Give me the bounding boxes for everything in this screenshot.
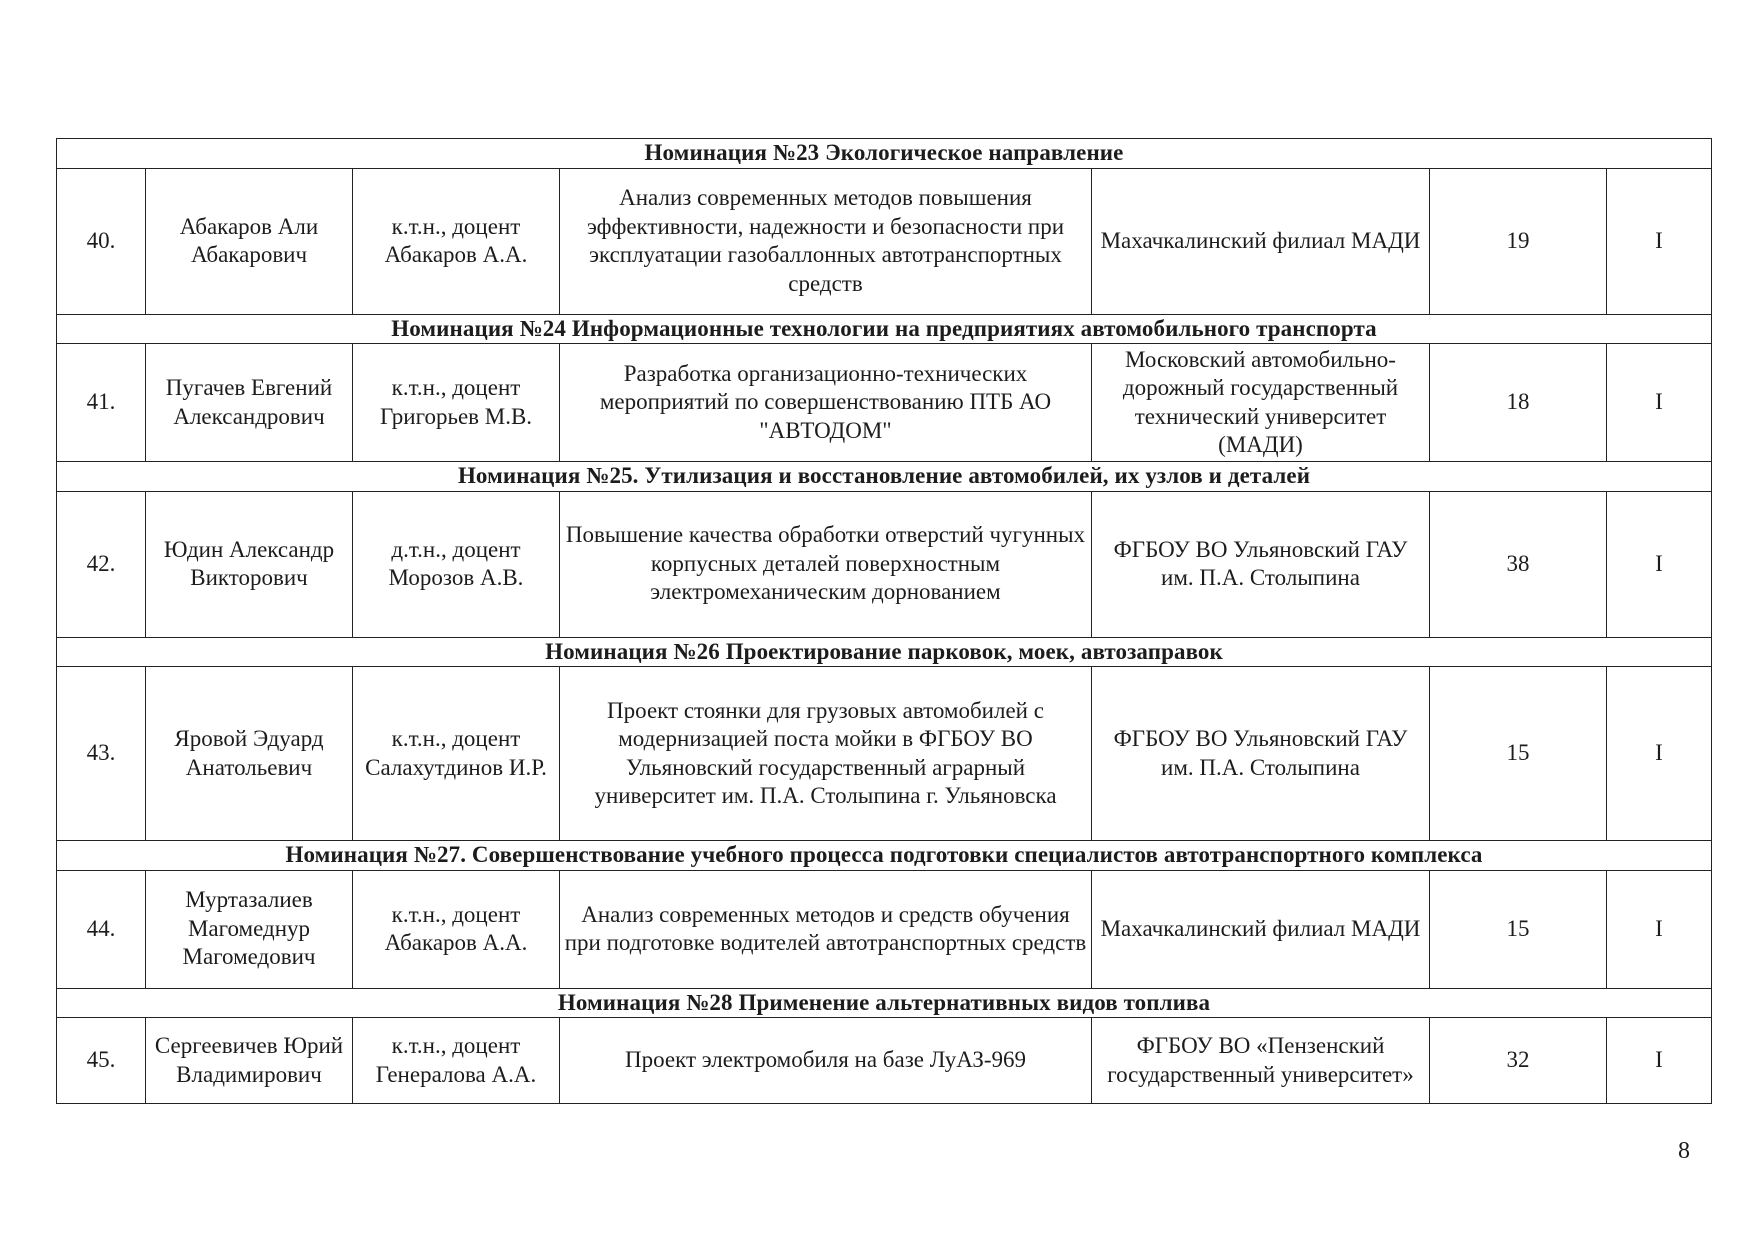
row-number: 43.	[57, 667, 146, 841]
row-number: 42.	[57, 491, 146, 637]
score: 18	[1430, 344, 1607, 462]
nomination-title: Номинация №28 Применение альтернативных видов топлива	[57, 988, 1712, 1018]
university: ФГБОУ ВО «Пензенский государственный университет»	[1092, 1018, 1430, 1104]
place: I	[1607, 1018, 1712, 1104]
place: I	[1607, 344, 1712, 462]
supervisor: д.т.н., доцент Морозов А.В.	[353, 491, 560, 637]
nomination-row	[57, 841, 1712, 871]
table-row	[57, 667, 1712, 841]
university: Махачкалинский филиал МАДИ	[1092, 870, 1430, 988]
place: I	[1607, 667, 1712, 841]
university: Московский автомобильно-дорожный государственный технический университет (МАДИ)	[1092, 344, 1430, 462]
student-name: Сергеевичев Юрий Владимирович	[146, 1018, 353, 1104]
topic: Анализ современных методов повышения эффективности, надежности и безопасности при эксплуатации газобаллонных автотранспортных средств	[560, 168, 1092, 314]
nomination-title: Номинация №23 Экологическое направление	[57, 139, 1712, 169]
topic: Проект стоянки для грузовых автомобилей с модернизацией поста мойки в ФГБОУ ВО Ульяновский государственный аграрный университет им. П.А. Столыпина г. Ульяновска	[560, 667, 1092, 841]
row-number: 40.	[57, 168, 146, 314]
table-row	[57, 870, 1712, 988]
place: I	[1607, 168, 1712, 314]
row-number: 44.	[57, 870, 146, 988]
supervisor: к.т.н., доцент Генералова А.А.	[353, 1018, 560, 1104]
university: ФГБОУ ВО Ульяновский ГАУ им. П.А. Столыпина	[1092, 491, 1430, 637]
topic: Проект электромобиля на базе ЛуАЗ-969	[560, 1018, 1092, 1104]
table-row	[57, 168, 1712, 314]
nomination-title: Номинация №27. Совершенствование учебного процесса подготовки специалистов автотранспортного комплекса	[57, 841, 1712, 871]
table-row	[57, 344, 1712, 462]
nomination-row	[57, 314, 1712, 344]
supervisor: к.т.н., доцент Абакаров А.А.	[353, 168, 560, 314]
place: I	[1607, 870, 1712, 988]
table-row	[57, 1018, 1712, 1104]
score: 19	[1430, 168, 1607, 314]
student-name: Муртазалиев Магомеднур Магомедович	[146, 870, 353, 988]
score: 15	[1430, 667, 1607, 841]
nomination-row	[57, 988, 1712, 1018]
nomination-row	[57, 462, 1712, 492]
row-number: 41.	[57, 344, 146, 462]
score: 38	[1430, 491, 1607, 637]
results-table-container	[56, 138, 1711, 1104]
nomination-title: Номинация №26 Проектирование парковок, моек, автозаправок	[57, 637, 1712, 667]
supervisor: к.т.н., доцент Григорьев М.В.	[353, 344, 560, 462]
nomination-row	[57, 139, 1712, 169]
results-table	[56, 138, 1712, 1104]
topic: Разработка организационно-технических мероприятий по совершенствованию ПТБ АО "АВТОДОМ"	[560, 344, 1092, 462]
topic: Повышение качества обработки отверстий чугунных корпусных деталей поверхностным электромеханическим дорнованием	[560, 491, 1092, 637]
nomination-title: Номинация №24 Информационные технологии на предприятиях автомобильного транспорта	[57, 314, 1712, 344]
student-name: Абакаров Али Абакарович	[146, 168, 353, 314]
student-name: Пугачев Евгений Александрович	[146, 344, 353, 462]
topic: Анализ современных методов и средств обучения при подготовке водителей автотранспортных средств	[560, 870, 1092, 988]
university: ФГБОУ ВО Ульяновский ГАУ им. П.А. Столыпина	[1092, 667, 1430, 841]
student-name: Юдин Александр Викторович	[146, 491, 353, 637]
nomination-row	[57, 637, 1712, 667]
page-number: 8	[1678, 1138, 1690, 1164]
place: I	[1607, 491, 1712, 637]
score: 32	[1430, 1018, 1607, 1104]
student-name: Яровой Эдуард Анатольевич	[146, 667, 353, 841]
university: Махачкалинский филиал МАДИ	[1092, 168, 1430, 314]
score: 15	[1430, 870, 1607, 988]
nomination-title: Номинация №25. Утилизация и восстановление автомобилей, их узлов и деталей	[57, 462, 1712, 492]
row-number: 45.	[57, 1018, 146, 1104]
table-row	[57, 491, 1712, 637]
supervisor: к.т.н., доцент Абакаров А.А.	[353, 870, 560, 988]
supervisor: к.т.н., доцент Салахутдинов И.Р.	[353, 667, 560, 841]
